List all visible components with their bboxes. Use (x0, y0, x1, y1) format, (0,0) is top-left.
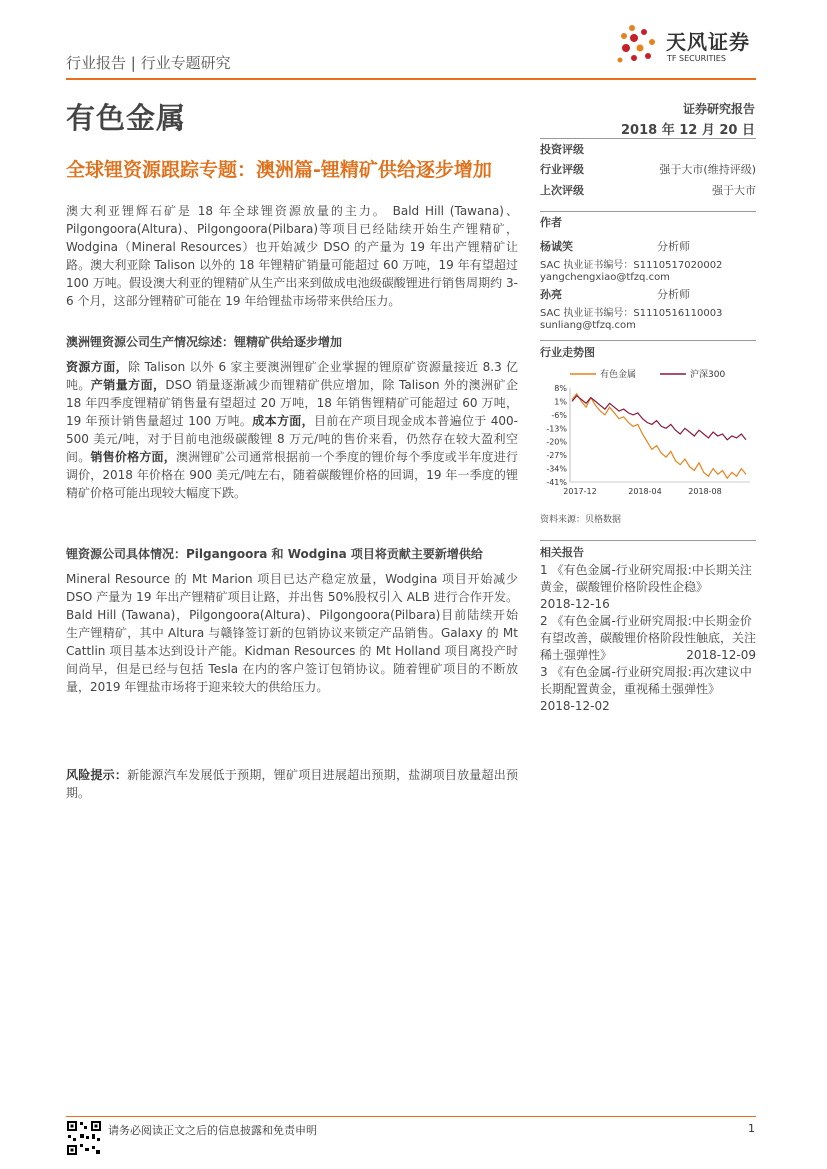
author-email[interactable]: sunliang@tfzq.com (540, 320, 636, 331)
prev-rating-label: 上次评级 (540, 184, 584, 197)
report-category: 行业报告 | 行业专题研究 (66, 54, 231, 72)
report-date: 2018 年 12 月 20 日 (621, 123, 755, 138)
section2-heading: 锂资源公司具体情况：Pilgangoora 和 Wodgina 项目将贡献主要新增供给 (66, 547, 483, 561)
sector-title: 有色金属 (66, 101, 187, 135)
related-report-title[interactable]: 1 《有色金属-行业研究周报:中长期关注黄金，碳酸锂价格阶段性企稳》 (540, 563, 752, 594)
author-title: 作者 (540, 216, 562, 229)
author-block (540, 214, 756, 331)
related-report-date: 2018-12-02 (540, 699, 610, 713)
page-number: 1 (748, 1122, 755, 1135)
x-tick-label: 2018-08 (688, 487, 722, 496)
trend-title: 行业走势图 (540, 346, 595, 359)
lead-cost: 成本方面， (252, 414, 314, 428)
text-production: DSO 销量逐渐减少而锂精矿供应增加，除 Talison 外的澳洲矿企 18 年四季度锂精矿销售量有望超过 20 万吨，18 年销售锂精矿可能超过 60 万吨，19 年预计销售量超过 100 万吨。 (66, 378, 518, 428)
chart-source: 资料来源：贝格数据 (540, 515, 622, 525)
y-tick-label: -20% (546, 437, 567, 447)
related-block (540, 544, 756, 715)
related-report-title[interactable]: 2 《有色金属-行业研究周报:中长期金价有望改善，碳酸锂价格阶段性触底，关注稀土强弹性》 (540, 614, 757, 662)
lead-production: 产销量方面， (90, 378, 166, 392)
intro-paragraph: 澳大利亚锂辉石矿是 18 年全球锂资源放量的主力。 Bald Hill (Tawana)、Pilgongoora(Altura)、Pilgongoora(Pilbara)等项目已经陆续开始生产锂精矿，Wodgina（Mineral Resources）也开始减少 DSO 的产量为 19 年出产锂精矿让路。澳大利亚除 Talison 以外的 18 年锂精矿销量可能超过 60 万吨，19 年有望超过 100 万吨。假设澳大利亚的锂精矿从生产出来到做成电池级碳酸锂进行销售周期约 3-6 个月，这部分锂精矿可能在 19 年给锂盐市场带来供给压力。 (66, 204, 518, 308)
author-cert: SAC 执业证书编号：S1110517020002 (540, 260, 723, 271)
related-report-date: 2018-12-16 (540, 597, 610, 611)
related-report-date: 2018-12-09 (686, 648, 756, 662)
related-report-title[interactable]: 3 《有色金属-行业研究周报:再次建议中长期配置黄金，重视稀土强弹性》 (540, 665, 752, 696)
sidebar-divider (540, 138, 756, 139)
y-tick-label: -6% (551, 410, 567, 420)
sidebar-divider (540, 211, 756, 212)
sidebar-divider (540, 540, 756, 541)
text-price: 澳洲锂矿公司通常根据前一个季度的锂价每个季度或半年度进行调价，2018 年价格在 900 美元/吨左右，随着碳酸锂价格的回调，19 年一季度的锂精矿价格可能出现较大幅度下跌。 (66, 450, 518, 500)
chart-legend (570, 368, 725, 380)
footer-divider (66, 1116, 756, 1117)
report-title: 全球锂资源跟踪专题：澳洲篇-锂精矿供给逐步增加 (66, 159, 492, 181)
y-tick-label: 1% (554, 397, 567, 407)
legend-label: 有色金属 (600, 370, 637, 380)
related-report[interactable] (540, 664, 756, 715)
related-title: 相关报告 (540, 546, 584, 559)
risk-text: 新能源汽车发展低于预期，锂矿项目进展超出预期，盐湖项目放量超出预期。 (66, 768, 518, 800)
report-type: 证券研究报告 (682, 102, 755, 116)
text-resources: 除 Talison 以外 6 家主要澳洲锂矿企业掌握的锂原矿资源量接近 8.3 亿吨。 (66, 360, 518, 392)
sidebar-divider (540, 340, 756, 341)
legend-label: 沪深300 (690, 370, 726, 380)
risk-paragraph (66, 766, 518, 802)
section1-paragraph (66, 358, 518, 502)
author-email[interactable]: yangchengxiao@tfzq.com (540, 272, 670, 283)
lead-price: 销售价格方面， (90, 450, 177, 464)
y-tick-label: -27% (546, 451, 567, 461)
author-entry (540, 238, 756, 283)
industry-rating-value: 强于大市(维持评级) (659, 163, 756, 176)
prev-rating-value: 强于大市 (712, 184, 756, 197)
author-entry (540, 286, 756, 331)
series-line (572, 394, 746, 478)
x-axis (563, 482, 750, 496)
risk-label: 风险提示： (66, 768, 128, 782)
related-report[interactable] (540, 562, 756, 613)
lead-resources: 资源方面， (66, 360, 129, 374)
industry-rating-label: 行业评级 (540, 163, 584, 176)
y-tick-label: -13% (546, 424, 567, 434)
author-role: 分析师 (657, 240, 690, 253)
rating-title: 投资评级 (540, 143, 584, 156)
text-cost: 目前在产项目现金成本普遍位于 400-500 美元/吨，对于目前电池级碳酸锂 8 万元/吨的售价来看，仍然存在较大盈利空间。 (66, 414, 518, 464)
y-tick-label: -41% (546, 478, 567, 487)
logo-subtitle: TF SECURITIES (667, 54, 726, 63)
x-tick-label: 2017-12 (563, 487, 597, 496)
y-tick-label: 8% (554, 384, 567, 393)
industry-trend-chart (540, 364, 756, 504)
rating-block (540, 141, 756, 198)
section2-paragraph: Mineral Resource 的 Mt Marion 项目已达产稳定放量，Wodgina 项目开始减少 DSO 产量为 19 年出产锂精矿项目让路，并出售 50%股权引入 ALB 进行合作开发。Bald Hill (Tawana)，Pilgongoora(Altura)、Pilgongoora(Pilbara)目前陆续开始生产锂精矿，其中 Altura 与赣锋签订新的包销协议来锁定产品销售。Galaxy 的 Mt Cattlin 项目基本达到设计产能。Kidman Resources 的 Mt Holland 项目离投产时间尚早，但是已经与包括 Tesla 在内的客户签订包销协议。随着锂矿项目的不断放量，2019 年锂盐市场将于迎来较大的供给压力。 (66, 572, 518, 694)
footer-disclaimer: 请务必阅读正文之后的信息披露和免责申明 (108, 1124, 317, 1137)
series-line (572, 396, 746, 440)
header-divider (66, 78, 756, 80)
author-cert: SAC 执业证书编号：S1110516110003 (540, 308, 723, 319)
author-role: 分析师 (657, 288, 690, 301)
author-name: 杨诚笑 (540, 240, 573, 253)
chart-series (572, 394, 746, 478)
x-tick-label: 2018-04 (628, 487, 662, 496)
qr-code-icon (66, 1120, 102, 1156)
author-name: 孙亮 (540, 288, 562, 301)
y-axis (546, 384, 570, 487)
section1-heading: 澳洲锂资源公司生产情况综述：锂精矿供给逐步增加 (66, 335, 343, 349)
y-tick-label: -34% (546, 464, 567, 474)
logo-text: 天风证券 (666, 30, 750, 54)
